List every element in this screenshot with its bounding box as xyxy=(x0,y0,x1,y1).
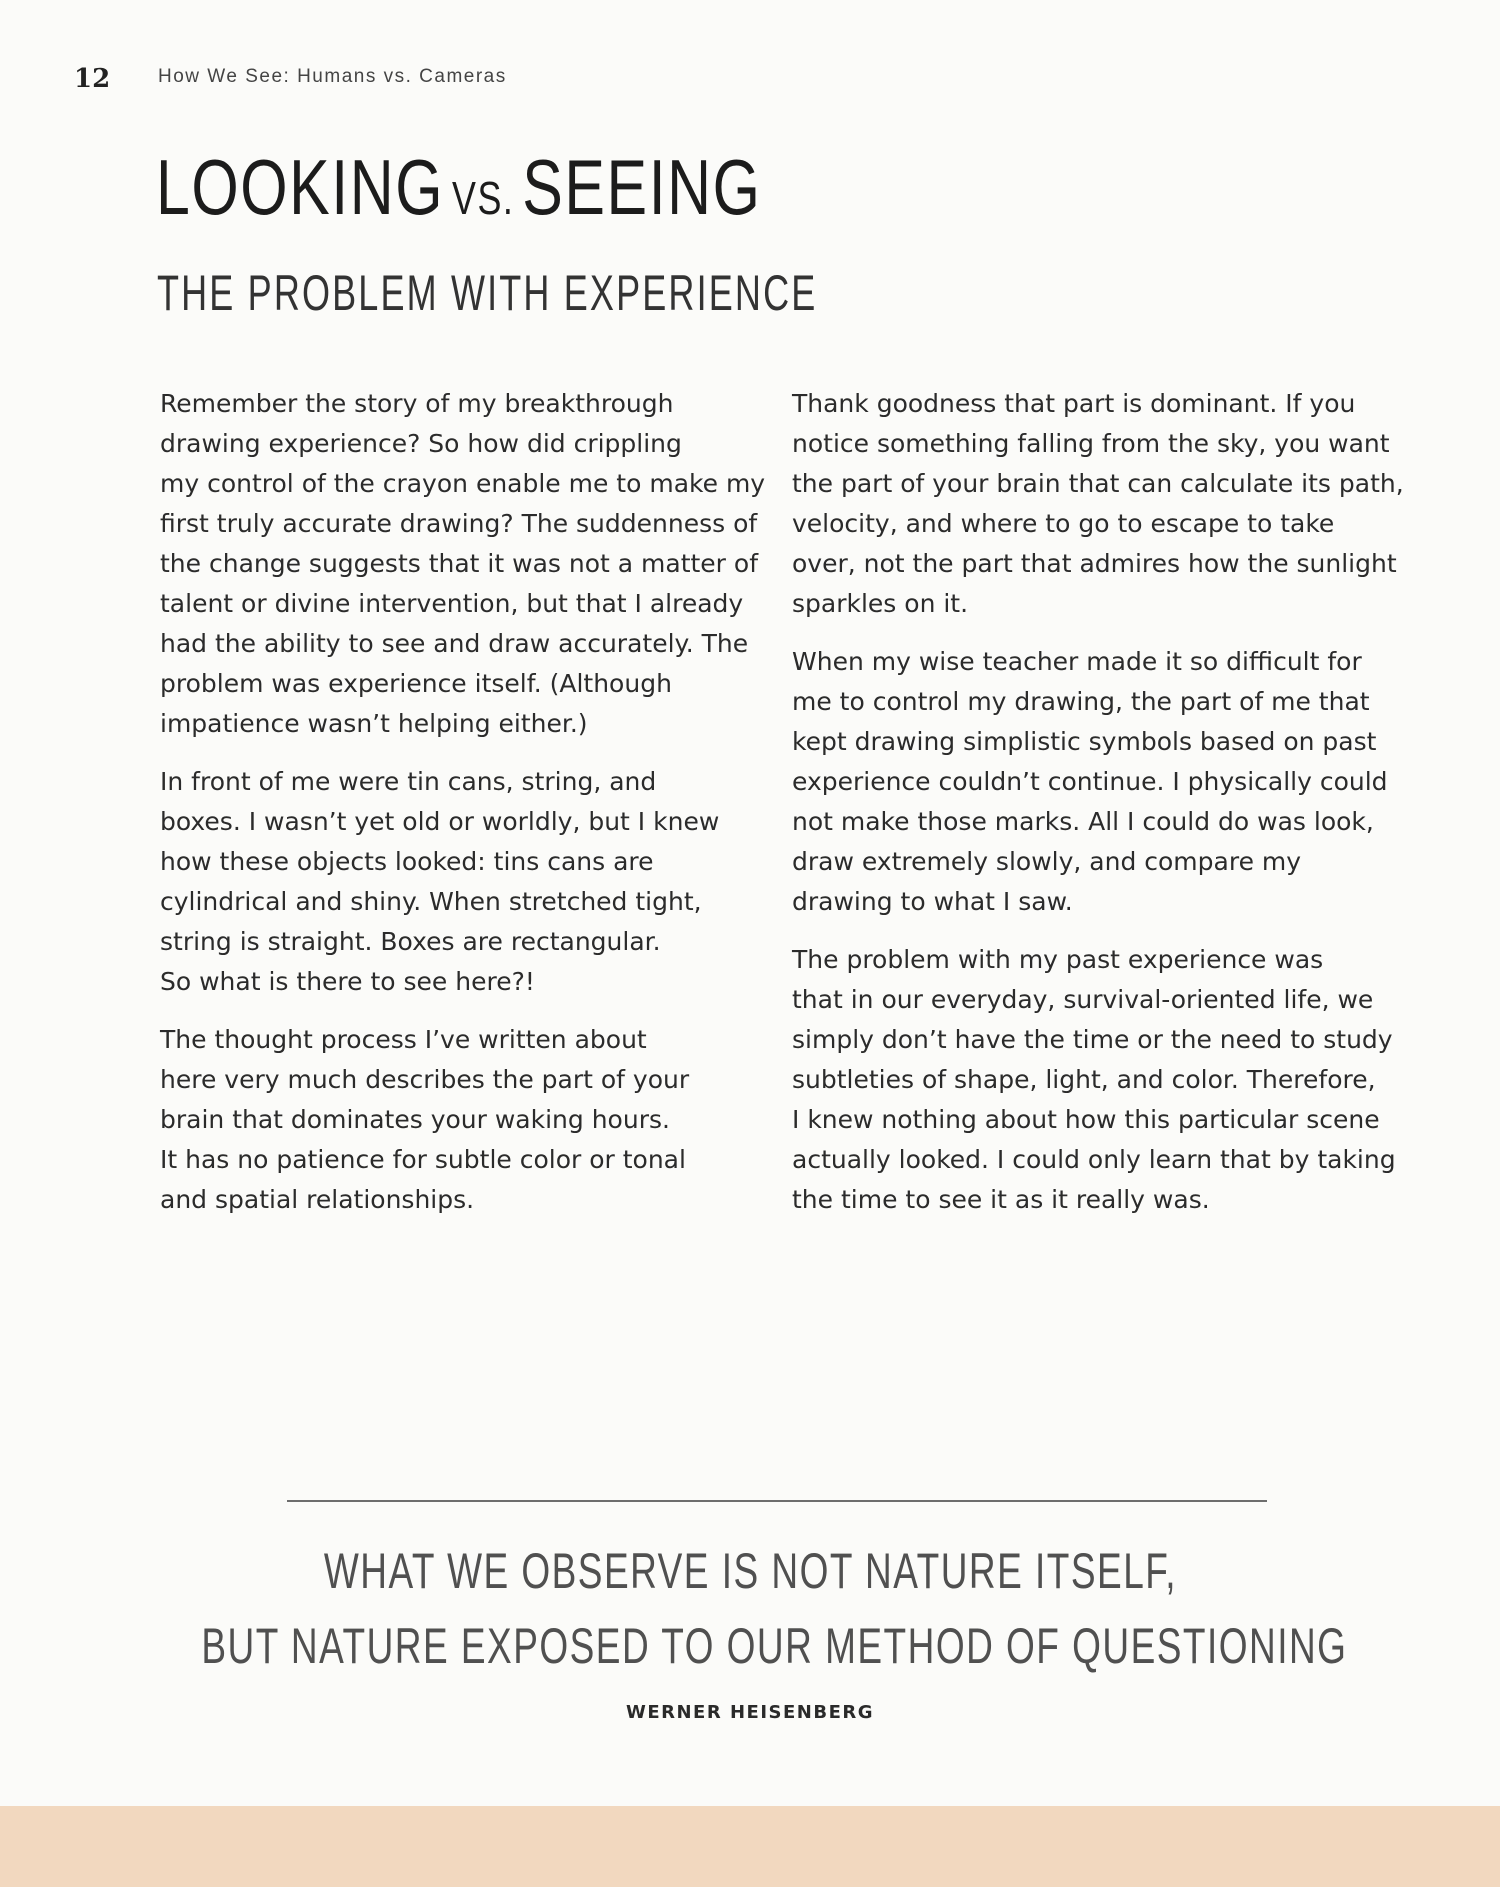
text-line: So what is there to see here?! xyxy=(160,967,535,996)
text-line: me to control my drawing, the part of me that xyxy=(792,687,1370,716)
text-line: impatience wasn’t helping either.) xyxy=(160,709,588,738)
text-line: I knew nothing about how this particular scene xyxy=(792,1105,1380,1134)
text-line: here very much describes the part of your xyxy=(160,1065,690,1094)
text-line: drawing experience? So how did crippling xyxy=(160,429,682,458)
page-number: 12 xyxy=(74,64,111,94)
text-line: the change suggests that it was not a matter of xyxy=(160,549,758,578)
text-line: cylindrical and shiny. When stretched tight, xyxy=(160,887,702,916)
text-line: The thought process I’ve written about xyxy=(160,1025,647,1054)
text-line: string is straight. Boxes are rectangular. xyxy=(160,927,661,956)
text-line: subtleties of shape, light, and color. Therefore, xyxy=(792,1065,1376,1094)
text-line: Thank goodness that part is dominant. If you xyxy=(792,389,1356,418)
text-line: that in our everyday, survival-oriented life, we xyxy=(792,985,1374,1014)
quote-line-2 xyxy=(0,1618,1500,1674)
text-line: simply don’t have the time or the need to study xyxy=(792,1025,1393,1054)
paragraph xyxy=(160,1020,760,1220)
title-vs: VS. xyxy=(451,172,515,224)
quote-divider xyxy=(287,1500,1267,1502)
page-subtitle: THE PROBLEM WITH EXPERIENCE xyxy=(157,265,818,321)
text-line: problem was experience itself. (Although xyxy=(160,669,672,698)
text-line: the part of your brain that can calculate its path, xyxy=(792,469,1404,498)
text-line: velocity, and where to go to escape to take xyxy=(792,509,1335,538)
text-line: not make those marks. All I could do was look, xyxy=(792,807,1374,836)
running-head: How We See: Humans vs. Cameras xyxy=(158,66,507,87)
text-line: brain that dominates your waking hours. xyxy=(160,1105,670,1134)
title-part-2: SEEING xyxy=(522,143,762,231)
text-line: had the ability to see and draw accurately. The xyxy=(160,629,749,658)
quote-text-1: WHAT WE OBSERVE IS NOT NATURE ITSELF, xyxy=(323,1543,1177,1599)
text-line: and spatial relationships. xyxy=(160,1185,475,1214)
paragraph xyxy=(160,384,766,744)
text-line: It has no patience for subtle color or tonal xyxy=(160,1145,686,1174)
text-line: drawing to what I saw. xyxy=(792,887,1073,916)
paragraph xyxy=(792,940,1396,1220)
page-edge-band xyxy=(0,1806,1500,1887)
quote-attribution: WERNER HEISENBERG xyxy=(625,1702,875,1723)
text-line: talent or divine intervention, but that I already xyxy=(160,589,744,618)
text-line: The problem with my past experience was xyxy=(792,945,1324,974)
text-line: actually looked. I could only learn that by taking xyxy=(792,1145,1396,1174)
text-line: kept drawing simplistic symbols based on past xyxy=(792,727,1377,756)
text-line: draw extremely slowly, and compare my xyxy=(792,847,1302,876)
text-line: In front of me were tin cans, string, and xyxy=(160,767,657,796)
quote-line-1 xyxy=(0,1543,1500,1599)
text-line: my control of the crayon enable me to make my xyxy=(160,469,766,498)
text-line: first truly accurate drawing? The suddenness of xyxy=(160,509,758,538)
paragraph xyxy=(160,762,760,1002)
paragraph xyxy=(792,642,1392,922)
quote-text-2: BUT NATURE EXPOSED TO OUR METHOD OF QUESTIONING xyxy=(201,1618,1348,1674)
text-line: sparkles on it. xyxy=(792,589,969,618)
text-line: over, not the part that admires how the sunlight xyxy=(792,549,1397,578)
page-title xyxy=(156,143,762,231)
text-line: experience couldn’t continue. I physically could xyxy=(792,767,1388,796)
text-line: notice something falling from the sky, you want xyxy=(792,429,1390,458)
left-column xyxy=(160,384,766,1238)
right-column xyxy=(792,384,1404,1238)
text-line: When my wise teacher made it so difficult for xyxy=(792,647,1362,676)
title-part-1: LOOKING xyxy=(156,143,445,231)
paragraph xyxy=(792,384,1404,624)
text-line: the time to see it as it really was. xyxy=(792,1185,1210,1214)
text-line: how these objects looked: tins cans are xyxy=(160,847,654,876)
text-line: boxes. I wasn’t yet old or worldly, but I knew xyxy=(160,807,720,836)
text-line: Remember the story of my breakthrough xyxy=(160,389,674,418)
